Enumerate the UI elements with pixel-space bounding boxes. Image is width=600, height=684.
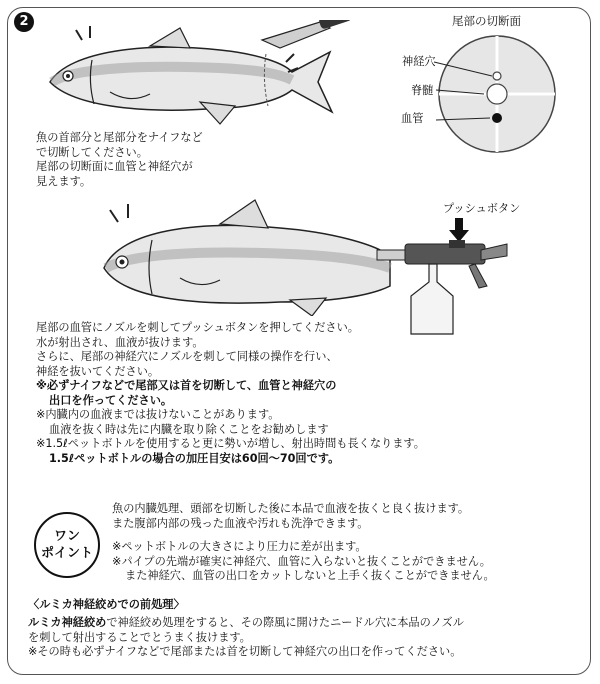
nerve-hole-label: 神経穴 xyxy=(402,55,436,68)
one-point-note: ※ペットボトルの大きさにより圧力に差が出ます。 xyxy=(112,540,367,553)
one-point-line: また腹部内部の残った血液や汚れも洗浄できます。 xyxy=(112,516,369,530)
instruction-line: 魚の首部分と尾部分をナイフなど xyxy=(36,131,203,144)
lumika-heading: 〈ルミカ神経絞めでの前処理〉 xyxy=(28,598,185,611)
label-leader-lines xyxy=(430,50,500,130)
blood-vessel-label: 血管 xyxy=(401,112,424,125)
nozzle-icon xyxy=(377,250,407,260)
one-point-note: ※パイプの先端が確実に神経穴、血管に入らないと抜くことができません。 xyxy=(112,554,491,568)
instruction-line: で切断してください。 xyxy=(36,145,148,159)
lumika-brand: ルミカ神経絞め xyxy=(28,616,107,629)
instruction-line: 尾部の切断面に血管と神経穴が xyxy=(36,160,193,174)
one-point-note: また神経穴、血管の出口をカットしないと上手く抜くことができません。 xyxy=(125,569,495,583)
step-number-badge: 2 xyxy=(14,12,34,32)
lumika-line xyxy=(28,616,464,631)
pressure-guide-line: 1.5ℓペットボトルの場合の加圧目安は60回〜70回です。 xyxy=(49,451,340,465)
section2-instructions xyxy=(36,321,359,379)
badge-line: ワン xyxy=(53,529,80,544)
warning-line: ※必ずナイフなどで尾部又は首を切断して、血管と神経穴の xyxy=(36,379,337,392)
one-point-line: 魚の内臓処理、頭部を切断した後に本品で血液を抜くと良く抜けます。 xyxy=(112,502,470,515)
lumika-line-rest: で神経絞め処理をすると、その際風に開けたニードル穴に本品のノズル xyxy=(106,616,464,629)
one-point-text xyxy=(112,502,469,531)
cut-mark-icon xyxy=(110,204,128,222)
cut-mark-icon xyxy=(76,26,90,40)
pet-bottle-icon xyxy=(411,264,453,334)
one-point-notes xyxy=(112,540,495,584)
push-button-icon xyxy=(449,240,465,248)
one-point-badge xyxy=(34,512,100,578)
knife-icon xyxy=(262,20,352,48)
lumika-line: ※その時も必ずナイフなどで尾部または首を切断して神経穴の出口を作ってください。 xyxy=(28,645,462,659)
note-line: ※1.5ℓペットボトルを使用すると更に勢いが増し、射出時間も長くなります。 xyxy=(36,437,425,450)
instruction-line: 水が射出され、血液が抜けます。 xyxy=(36,335,204,349)
instruction-line: 尾部の血管にノズルを刺してプッシュボタンを押してください。 xyxy=(36,321,359,334)
fish-sprayer-illustration xyxy=(90,196,420,316)
section1-instructions xyxy=(36,131,203,189)
push-button-label: プッシュボタン xyxy=(443,202,521,215)
instruction-line: さらに、尾部の神経穴にノズルを刺して同様の操作を行い、 xyxy=(36,350,338,364)
warning-note xyxy=(36,379,336,408)
lumika-line: を刺して射出することでとうまく抜けます。 xyxy=(28,630,251,644)
instruction-line: 見えます。 xyxy=(36,174,92,188)
viscera-note xyxy=(36,408,329,437)
pump-body-icon xyxy=(405,244,485,264)
badge-line: ポイント xyxy=(40,546,93,561)
fish-cut-illustration xyxy=(30,20,360,130)
lumika-text xyxy=(28,616,464,660)
note-line: 血液を抜く時は先に内臓を取り除くことをお勧めします xyxy=(49,422,329,436)
cross-section-title: 尾部の切断面 xyxy=(452,14,521,28)
instruction-line: 神経を抜いてください。 xyxy=(36,364,160,378)
bottle-note xyxy=(36,437,425,466)
warning-line: 出口を作ってください。 xyxy=(49,393,173,407)
sprayer-illustration xyxy=(375,216,515,336)
spine-label: 脊髄 xyxy=(411,84,434,97)
fish-icon xyxy=(104,200,390,316)
arrow-down-icon xyxy=(449,218,469,242)
note-line: ※内臓内の血液までは抜けないことがあります。 xyxy=(36,408,280,421)
